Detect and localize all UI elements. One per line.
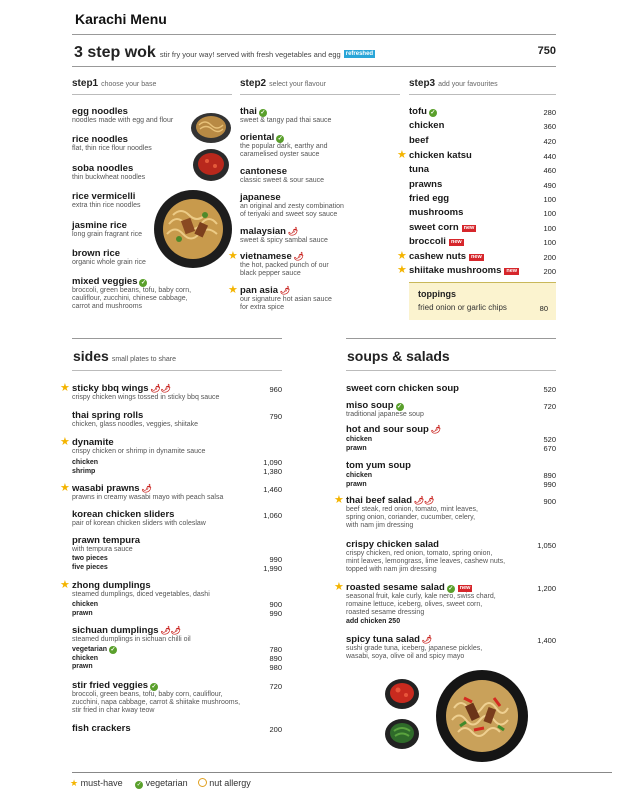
menu-item: brown rice organic whole grain rice bbox=[72, 248, 146, 266]
menu-item: tuna bbox=[409, 164, 430, 175]
price: 790 bbox=[269, 412, 282, 421]
price: 200 bbox=[543, 267, 556, 276]
price: 720 bbox=[543, 402, 556, 411]
toppings-price: 80 bbox=[539, 304, 548, 313]
menu-item: tofu ✓ bbox=[409, 106, 436, 117]
vegetarian-icon: ✓ bbox=[110, 647, 116, 654]
menu-item: cantonese classic sweet & sour sauce bbox=[240, 166, 325, 184]
menu-item: rice vermicelli extra thin rice noodles bbox=[72, 191, 141, 209]
menu-item: tom yum soup chicken prawn bbox=[346, 460, 411, 488]
refreshed-badge: refreshed bbox=[345, 51, 374, 57]
price: 490 bbox=[543, 181, 556, 190]
must-have-star-icon: ★ bbox=[228, 284, 238, 296]
divider bbox=[72, 34, 556, 35]
vegetarian-icon: ✓ bbox=[151, 684, 157, 690]
menu-item: soba noodles thin buckwheat noodles bbox=[72, 163, 146, 181]
price: 460 bbox=[543, 166, 556, 175]
price: 980 bbox=[269, 663, 282, 672]
menu-item: mushrooms bbox=[409, 207, 464, 218]
menu-item: crispy chicken salad crispy chicken, red onion, tomato, spring onion, mint leaves, lemongrass, lime leaves, cashew nuts, topped with nam jim dressing bbox=[346, 539, 506, 574]
price: 100 bbox=[543, 209, 556, 218]
price: 520 bbox=[543, 435, 556, 444]
menu-item: prawns bbox=[409, 179, 443, 190]
soups-title: soups & salads bbox=[347, 348, 450, 364]
menu-item: chicken bbox=[409, 120, 445, 131]
step2-header: step2 select your flavour bbox=[240, 78, 326, 89]
wok-price: 750 bbox=[537, 45, 556, 57]
menu-item: chicken katsu bbox=[409, 150, 472, 161]
must-have-star-icon: ★ bbox=[60, 482, 70, 494]
new-badge: new bbox=[463, 225, 475, 231]
menu-item: sichuan dumplings 🌶🌶 steamed dumplings in sichuan chilli oil vegetarian ✓ chicken prawn bbox=[72, 625, 191, 671]
egg-noodles-bowl-image bbox=[190, 112, 232, 144]
price: 1,460 bbox=[263, 485, 282, 494]
divider bbox=[72, 772, 612, 773]
menu-item: oriental ✓ the popular dark, earthy and caramelised oyster sauce bbox=[240, 132, 328, 159]
must-have-star-icon: ★ bbox=[60, 382, 70, 394]
menu-item: dynamite crispy chicken or shrimp in dynamite sauce chicken shrimp bbox=[72, 437, 206, 475]
menu-item: thai ✓ sweet & tangy pad thai sauce bbox=[240, 106, 332, 124]
price: 670 bbox=[543, 444, 556, 453]
vegetarian-icon: ✓ bbox=[448, 586, 454, 592]
vegetarian-icon: ✓ bbox=[260, 110, 266, 116]
menu-item: fish crackers bbox=[72, 723, 131, 734]
vegetarian-icon: ✓ bbox=[277, 136, 283, 142]
new-badge: new bbox=[450, 239, 462, 245]
menu-item: sticky bbq wings 🌶🌶 crispy chicken wings tossed in sticky bbq sauce bbox=[72, 383, 220, 401]
price: 1,060 bbox=[263, 511, 282, 520]
side-bowls-image bbox=[382, 676, 422, 756]
divider bbox=[346, 370, 556, 371]
menu-item: beef bbox=[409, 135, 429, 146]
price: 100 bbox=[543, 195, 556, 204]
chili-icon: 🌶 bbox=[141, 484, 152, 493]
wok-subtitle: stir fry your way! served with fresh vegetables and egg bbox=[159, 50, 341, 59]
vegetarian-icon: ✓ bbox=[136, 782, 142, 788]
price: 100 bbox=[543, 238, 556, 247]
nut-allergy-icon bbox=[198, 778, 207, 787]
menu-item: wasabi prawns 🌶 prawns in creamy wasabi mayo with peach salsa bbox=[72, 483, 224, 501]
legend-nut-allergy: nut allergy bbox=[198, 778, 251, 788]
menu-item: jasmine rice long grain fragrant rice bbox=[72, 220, 143, 238]
menu-item: thai spring rolls chicken, glass noodles, veggies, shiitake bbox=[72, 410, 199, 428]
chili-icon: 🌶🌶 bbox=[414, 496, 435, 505]
chili-icon: 🌶 bbox=[430, 425, 442, 434]
stir-fry-plate-image bbox=[153, 189, 233, 269]
step1-header: step1 choose your base bbox=[72, 78, 157, 89]
price: 720 bbox=[269, 682, 282, 691]
must-have-star-icon: ★ bbox=[60, 436, 70, 448]
price: 1,200 bbox=[537, 584, 556, 593]
wok-title: 3 step wok stir fry your way! served with fresh vegetables and egg refreshed bbox=[74, 44, 374, 61]
price: 420 bbox=[543, 137, 556, 146]
new-badge: new bbox=[471, 254, 482, 260]
step3-header: step3 add your favourites bbox=[409, 78, 498, 89]
price: 990 bbox=[269, 609, 282, 618]
legend-must-have: ★ must-have bbox=[70, 778, 123, 788]
price: 990 bbox=[269, 555, 282, 564]
menu-item: zhong dumplings steamed dumplings, diced vegetables, dashi chicken prawn bbox=[72, 580, 210, 617]
price: 1,090 bbox=[263, 458, 282, 467]
menu-item: shiitake mushrooms new bbox=[409, 265, 518, 276]
must-have-star-icon: ★ bbox=[397, 149, 407, 161]
must-have-star-icon: ★ bbox=[334, 581, 344, 593]
must-have-star-icon: ★ bbox=[397, 250, 407, 262]
menu-item: fried egg bbox=[409, 193, 450, 204]
divider bbox=[409, 94, 556, 95]
price: 1,050 bbox=[537, 541, 556, 550]
price: 1,990 bbox=[263, 564, 282, 573]
chili-icon: 🌶🌶 bbox=[160, 626, 181, 635]
price: 440 bbox=[543, 152, 556, 161]
menu-item: miso soup ✓ traditional japanese soup bbox=[346, 400, 424, 418]
vegetarian-icon: ✓ bbox=[140, 280, 146, 286]
menu-item: stir fried veggies ✓ broccoli, green beans, tofu, baby corn, cauliflour, zucchini, napa cabbage, carrot & shiitake mushrooms, stir fried in char kway teow bbox=[72, 680, 241, 715]
divider bbox=[72, 338, 282, 339]
vegetarian-icon: ✓ bbox=[430, 110, 436, 116]
menu-item: mixed veggies ✓ broccoli, green beans, tofu, baby corn, cauliflour, zucchini, chinese cabbage, carrot and mushrooms bbox=[72, 276, 192, 311]
divider bbox=[240, 94, 400, 95]
price: 890 bbox=[543, 471, 556, 480]
menu-item: rice noodles flat, thin rice flour noodles bbox=[72, 134, 152, 152]
legend-vegetarian: ✓ vegetarian bbox=[136, 778, 188, 788]
must-have-star-icon: ★ bbox=[334, 494, 344, 506]
divider bbox=[346, 338, 556, 339]
chili-icon: 🌶 bbox=[421, 635, 433, 644]
price: 1,380 bbox=[263, 467, 282, 476]
sides-title: sides small plates to share bbox=[73, 348, 177, 364]
chili-icon: 🌶🌶 bbox=[150, 384, 171, 393]
price: 990 bbox=[543, 480, 556, 489]
menu-item: thai beef salad 🌶🌶 beef steak, red onion, tomato, mint leaves, spring onion, coriander, cucumber, celery, with nam jim dressing bbox=[346, 495, 478, 530]
toppings-box bbox=[409, 282, 556, 320]
new-badge: new bbox=[459, 585, 471, 591]
legend bbox=[70, 778, 259, 789]
price: 960 bbox=[269, 385, 282, 394]
menu-item: sweet corn chicken soup bbox=[346, 383, 459, 394]
menu-item: prawn tempura with tempura sauce two pieces five pieces bbox=[72, 535, 141, 571]
divider bbox=[72, 94, 232, 95]
price: 890 bbox=[269, 654, 282, 663]
star-icon: ★ bbox=[70, 778, 79, 788]
menu-item: cashew nuts new bbox=[409, 251, 482, 262]
menu-item: malaysian 🌶 sweet & spicy sambal sauce bbox=[240, 226, 328, 244]
noodle-plate-image bbox=[434, 668, 530, 764]
menu-item: korean chicken sliders pair of korean chicken sliders with coleslaw bbox=[72, 509, 206, 527]
price: 280 bbox=[543, 108, 556, 117]
new-badge: new bbox=[506, 268, 518, 274]
must-have-star-icon: ★ bbox=[60, 579, 70, 591]
price: 900 bbox=[543, 497, 556, 506]
chili-icon: 🌶 bbox=[287, 227, 299, 236]
divider bbox=[72, 370, 282, 371]
menu-item: hot and sour soup 🌶 chicken prawn bbox=[346, 424, 442, 452]
menu-item: japanese an original and zesty combination of teriyaki and sweet soy sauce bbox=[240, 192, 344, 219]
toppings-item: fried onion or garlic chips bbox=[418, 303, 507, 312]
sauce-bowl-image bbox=[192, 148, 230, 182]
chili-icon: 🌶 bbox=[280, 286, 291, 295]
menu-item: vietnamese 🌶 the hot, packed punch of our black pepper sauce bbox=[240, 251, 329, 278]
menu-item: egg noodles noodles made with egg and flour bbox=[72, 106, 174, 124]
price: 200 bbox=[543, 253, 556, 262]
price: 520 bbox=[543, 385, 556, 394]
must-have-star-icon: ★ bbox=[228, 250, 238, 262]
menu-item: sweet corn new bbox=[409, 222, 475, 233]
price: 100 bbox=[543, 224, 556, 233]
price: 360 bbox=[543, 122, 556, 131]
menu-item: broccoli new bbox=[409, 236, 462, 247]
price: 780 bbox=[269, 645, 282, 654]
toppings-title: toppings bbox=[418, 289, 456, 299]
menu-item: spicy tuna salad 🌶 sushi grade tuna, iceberg, japanese pickles, wasabi, soya, olive oil and spicy mayo bbox=[346, 634, 483, 661]
page-title: Karachi Menu bbox=[75, 11, 167, 27]
price: 200 bbox=[269, 725, 282, 734]
price: 900 bbox=[269, 600, 282, 609]
must-have-star-icon: ★ bbox=[397, 264, 407, 276]
vegetarian-icon: ✓ bbox=[397, 404, 403, 410]
price: 1,400 bbox=[537, 636, 556, 645]
menu-item: roasted sesame salad ✓ new seasonal fruit, kale curly, kale nero, swiss chard, romaine lettuce, iceberg, olives, sweet corn, roasted sesame dressing add chicken 250 bbox=[346, 582, 496, 625]
menu-item: pan asia 🌶 our signature hot asian sauce for extra spice bbox=[240, 285, 332, 312]
divider bbox=[72, 66, 556, 67]
chili-icon: 🌶 bbox=[293, 252, 304, 261]
